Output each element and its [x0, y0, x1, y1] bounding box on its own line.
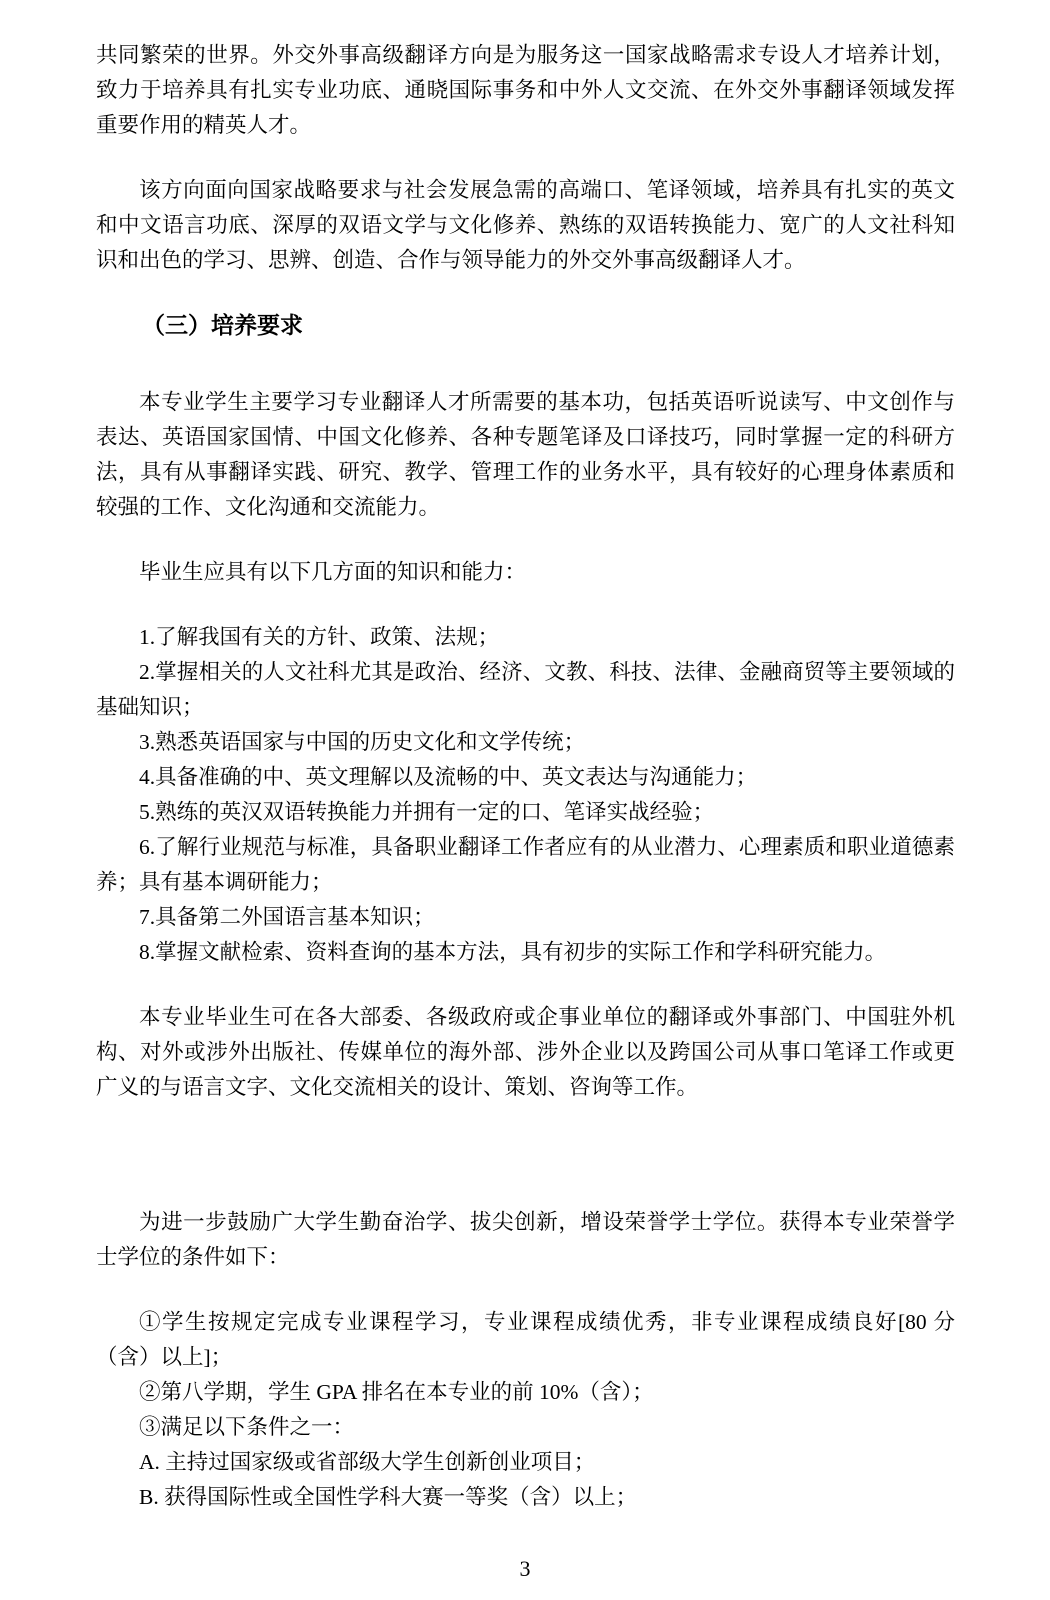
numbered-item: 1.了解我国有关的方针、政策、法规； — [139, 625, 500, 649]
numbered-item: 2.掌握相关的人文社科尤其是政治、经济、文教、科技、法律、金融商贸等主要领域的基础知识； — [96, 660, 955, 719]
body-paragraph: 共同繁荣的世界。外交外事高级翻译方向是为服务这一国家战略需求专设人才培养计划，致力于培养具有扎实专业功底、通晓国际事务和中外人文交流、在外交外事翻译领域发挥重要作用的精英人才。 — [96, 43, 955, 137]
numbered-item: ①学生按规定完成专业课程学习，专业课程成绩优秀，非专业课程成绩良好[80 分（含）以上]； — [96, 1310, 955, 1369]
numbered-item: 8.掌握文献检索、资料查询的基本方法，具有初步的实际工作和学科研究能力。 — [139, 940, 887, 964]
body-paragraph: 为进一步鼓励广大学生勤奋治学、拔尖创新，增设荣誉学士学位。获得本专业荣誉学士学位的条件如下： — [96, 1210, 955, 1269]
numbered-item: 3.熟悉英语国家与中国的历史文化和文学传统； — [139, 730, 586, 754]
numbered-item: A. 主持过国家级或省部级大学生创新创业项目； — [139, 1450, 596, 1474]
section-gap — [96, 1135, 955, 1175]
numbered-item: 5.熟练的英汉双语转换能力并拥有一定的口、笔译实战经验； — [139, 800, 715, 824]
body-paragraph: 该方向面向国家战略要求与社会发展急需的高端口、笔译领域，培养具有扎实的英文和中文语言功底、深厚的双语文学与文化修养、熟练的双语转换能力、宽广的人文社科知识和出色的学习、思辨、创造、合作与领导能力的外交外事高级翻译人才。 — [96, 178, 955, 272]
page-number: 3 — [519, 1556, 531, 1581]
body-paragraph: 毕业生应具有以下几方面的知识和能力： — [139, 560, 527, 584]
body-paragraph: 本专业学生主要学习专业翻译人才所需要的基本功，包括英语听说读写、中文创作与表达、英语国家国情、中国文化修养、各种专题笔译及口译技巧，同时掌握一定的科研方法，具有从事翻译实践、研究、教学、管理工作的业务水平，具有较好的心理身体素质和较强的工作、文化沟通和交流能力。 — [96, 390, 955, 519]
document-body — [96, 38, 955, 1515]
numbered-item: 4.具备准确的中、英文理解以及流畅的中、英文表达与沟通能力； — [139, 765, 758, 789]
body-paragraph: 本专业毕业生可在各大部委、各级政府或企事业单位的翻译或外事部门、中国驻外机构、对外或涉外出版社、传媒单位的海外部、涉外企业以及跨国公司从事口笔译工作或更广义的与语言文字、文化交流相关的设计、策划、咨询等工作。 — [96, 1005, 955, 1099]
numbered-item: 6.了解行业规范与标准，具备职业翻译工作者应有的从业潜力、心理素质和职业道德素养；具有基本调研能力； — [96, 835, 955, 894]
numbered-item: ②第八学期，学生 GPA 排名在本专业的前 10%（含）； — [139, 1380, 654, 1404]
numbered-item: 7.具备第二外国语言基本知识； — [139, 905, 435, 929]
numbered-item: ③满足以下条件之一： — [139, 1415, 355, 1439]
numbered-item: B. 获得国际性或全国性学科大赛一等奖（含）以上； — [139, 1485, 638, 1509]
section-heading: （三）培养要求 — [142, 312, 303, 338]
